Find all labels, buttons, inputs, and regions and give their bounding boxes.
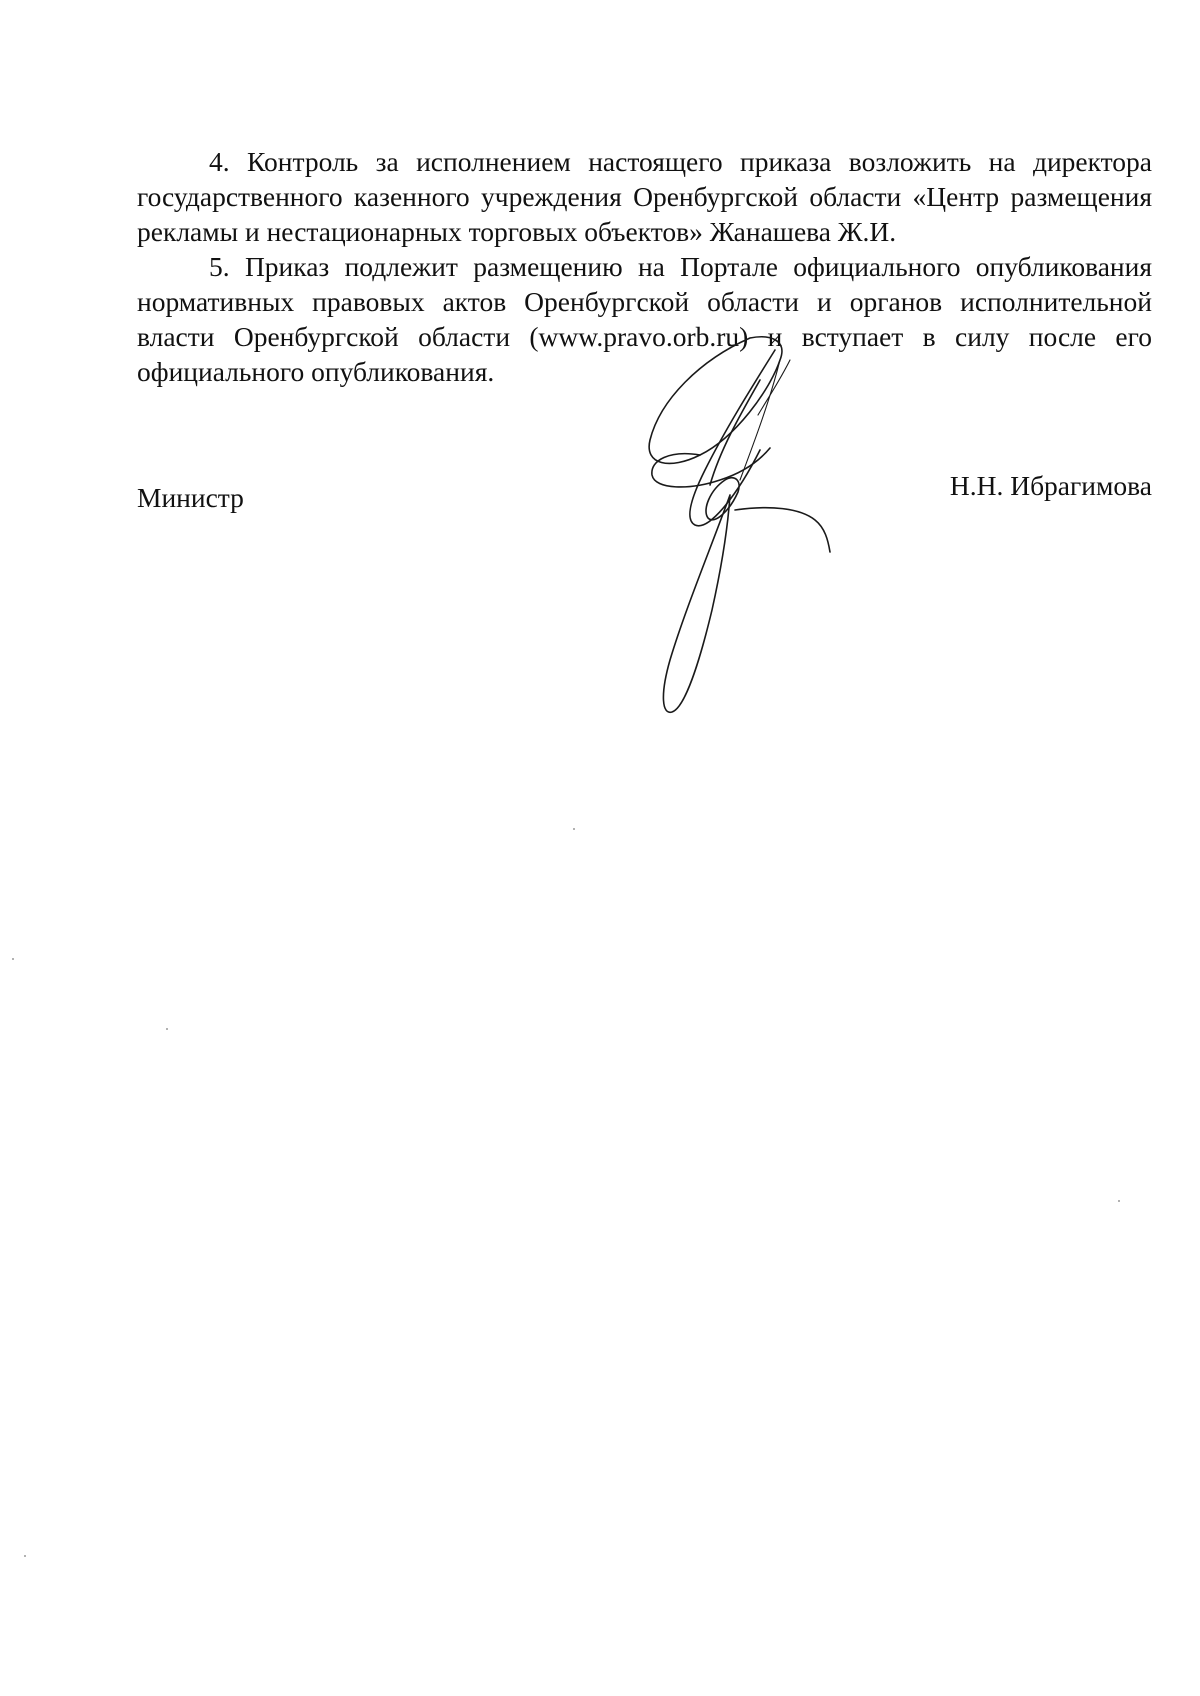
scan-speck xyxy=(12,958,14,960)
paragraph-4: 4. Контроль за исполнением настоящего приказа возложить на директора государственного казенного учреждения Оренбургской области «Центр размещения рекламы и нестационарных торговых объектов» Жанашева Ж.И. xyxy=(137,146,1152,247)
scan-speck xyxy=(166,1028,168,1030)
scan-speck xyxy=(1118,1200,1120,1202)
scan-speck xyxy=(573,828,575,830)
signatory-name: Н.Н. Ибрагимова xyxy=(949,470,1152,501)
signature-block xyxy=(137,468,1152,513)
paragraph-5: 5. Приказ подлежит размещению на Портале официального опубликования нормативных правовых актов Оренбургской области и органов исполнительной власти Оренбургской области (www.pravo.orb.ru) и вступает в силу после его официального опубликования. xyxy=(137,251,1152,387)
document-body xyxy=(137,144,1152,389)
signatory-title: Министр xyxy=(137,482,244,513)
scan-speck xyxy=(24,1555,26,1557)
